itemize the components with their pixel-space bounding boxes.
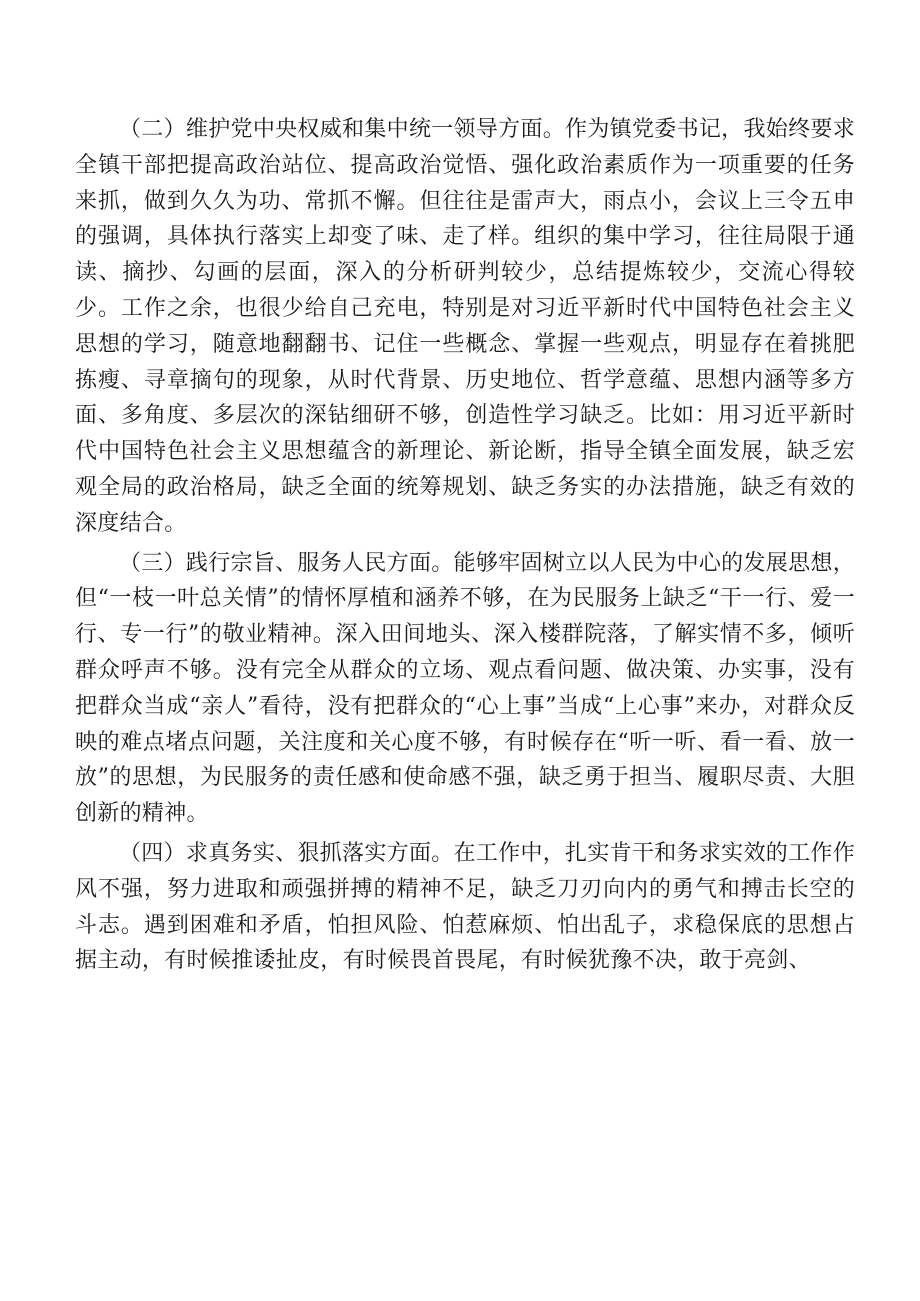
paragraph-2-upholding-central-authority: （二）维护党中央权威和集中统一领导方面。作为镇党委书记，我始终要求全镇干部把提高政治站位、提高政治觉悟、强化政治素质作为一项重要的任务来抓，做到久久为功、常抓不懈。但往往是雷声大，雨点小，会议上三令五申的强调，具体执行落实上却变了味、走了样。组织的集中学习，往往局限于通读、摘抄、勾画的层面，深入的分析研判较少，总结提炼较少，交流心得较少。工作之余，也很少给自己充电，特别是对习近平新时代中国特色社会主义思想的学习，随意地翻翻书、记住一些概念、掌握一些观点，明显存在着挑肥拣瘦、寻章摘句的现象，从时代背景、历史地位、哲学意蕴、思想内涵等多方面、多角度、多层次的深钻细研不够，创造性学习缺乏。比如：用习近平新时代中国特色社会主义思想蕴含的新理论、新论断，指导全镇全面发展，缺乏宏观全局的政治格局，缺乏全面的统筹规划、缺乏务实的办法措施，缺乏有效的深度结合。 [75, 117, 855, 536]
paragraph-3-serving-the-people: （三）践行宗旨、服务人民方面。能够牢固树立以人民为中心的发展思想，但“一枝一叶总关情”的情怀厚植和涵养不够，在为民服务上缺乏“干一行、爱一行、专一行”的敬业精神。深入田间地头、深入楼群院落，了解实情不多，倾听群众呼声不够。没有完全从群众的立场、观点看问题、做决策、办实事，没有把群众当成“亲人”看待，没有把群众的“心上事”当成“上心事”来办，对群众反映的难点堵点问题，关注度和关心度不够，有时候存在“听一听、看一看、放一放”的思想，为民服务的责任感和使命感不强，缺乏勇于担当、履职尽责、大胆创新的精神。 [75, 550, 855, 827]
paragraph-4-practical-implementation: （四）求真务实、狠抓落实方面。在工作中，扎实肯干和务求实效的工作作风不强，努力进取和顽强拼搏的精神不足，缺乏刀刃向内的勇气和搏击长空的斗志。遇到困难和矛盾，怕担风险、怕惹麻烦、怕出乱子，求稳保底的思想占据主动，有时候推诿扯皮，有时候畏首畏尾，有时候犹豫不决，敢于亮剑、 [75, 840, 855, 974]
document-body [75, 112, 855, 983]
